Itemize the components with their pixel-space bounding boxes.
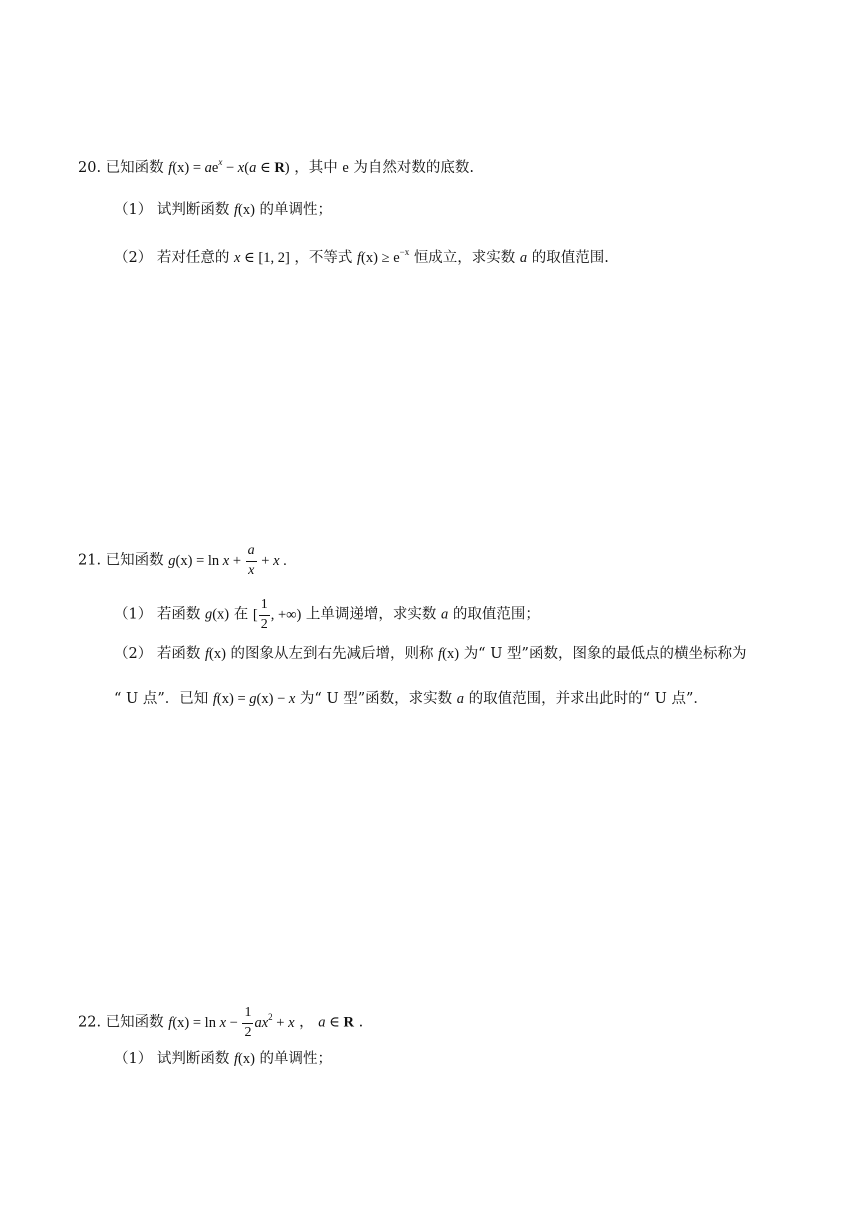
q22-stem-prefix: 已知函数 xyxy=(105,1014,164,1031)
q21-part1-label: （1） xyxy=(114,606,153,623)
q20-part2-mid2: 恒成立，求实数 xyxy=(413,250,516,266)
q20-part1-suffix: 的单调性； xyxy=(259,202,333,218)
q21-part2-line2-mid1: 为“ U 型”函数，求实数 xyxy=(299,691,453,707)
q21-part2-line2-suffix: 的取值范围，并求出此时的“ U 点”． xyxy=(468,691,708,707)
q21-part2-line2-prefix: “ U 点”．已知 xyxy=(114,691,209,707)
q20-function-def: $f(x) = ae^x - x(a$ ∈ R) xyxy=(168,157,290,176)
q21-part1 xyxy=(114,598,540,632)
q20-part1-prefix: 试判断函数 xyxy=(156,202,230,218)
q20-part1 xyxy=(114,203,332,218)
q21-number: 21. xyxy=(78,552,102,569)
q20-stem-mid: ，其中 xyxy=(294,160,338,176)
q20-stem xyxy=(78,158,474,176)
q21-stem xyxy=(78,544,287,578)
q20-stem-prefix: 已知函数 xyxy=(105,160,164,176)
q20-part2-inequality: $f(x) \ge e^{-x}$ xyxy=(357,247,410,266)
q21-part2-label: （2） xyxy=(114,646,153,662)
q21-fraction-one-half: $\frac{1}{2}$ xyxy=(260,597,268,632)
q21-part2-line2 xyxy=(114,692,708,707)
q20-number: 20. xyxy=(78,160,102,176)
q21-part2-fx2: f(x) xyxy=(438,646,460,662)
q20-part2-suffix: 的取值范围. xyxy=(531,250,609,266)
q22-part1-label: （1） xyxy=(114,1051,153,1067)
q22-function-def: f(x) = ln x − $\frac{1}{2}$ $ax^2 + x$ xyxy=(168,1005,295,1040)
q21-part2-a: a xyxy=(456,691,465,707)
q21-part2-mid1: 的图象从左到右先减后增，则称 xyxy=(230,646,434,662)
q21-part1-prefix: 若函数 xyxy=(156,606,201,623)
q22-part1-prefix: 试判断函数 xyxy=(156,1051,230,1067)
q21-part1-mid2: 上单调递增，求实数 xyxy=(305,606,437,623)
q21-part2 xyxy=(114,647,746,662)
q21-stem-prefix: 已知函数 xyxy=(105,552,164,569)
q22-number: 22. xyxy=(78,1014,102,1031)
q20-part2 xyxy=(114,248,609,266)
q20-part2-label: （2） xyxy=(114,250,153,266)
q21-part2-definition: f(x) = g(x) − x xyxy=(212,691,296,707)
q20-part2-mid1: ，不等式 xyxy=(294,250,353,266)
q21-part2-fx: f(x) xyxy=(204,646,226,662)
q22-domain: a ∈ R xyxy=(318,1014,354,1031)
q21-part1-interval: [ $\frac{1}{2}$ , +∞) xyxy=(252,597,302,632)
q20-part2-prefix: 若对任意的 xyxy=(156,250,230,266)
q21-part2-mid2: 为“ U 型”函数，图象的最低点的横坐标称为 xyxy=(463,646,747,662)
q21-function-def: g(x) = ln x + $\frac{a}{x}$ + x . xyxy=(168,543,287,578)
q21-fraction-a-over-x: $\frac{a}{x}$ xyxy=(247,543,255,578)
q22-stem-suffix: . xyxy=(358,1014,364,1031)
q20-part2-a: a xyxy=(519,250,528,266)
q21-part1-gx: g(x) xyxy=(204,606,230,623)
q21-part1-mid1: 在 xyxy=(233,606,249,623)
q22-stem-mid: ， xyxy=(299,1014,314,1031)
q21-part2-prefix: 若函数 xyxy=(156,646,201,662)
q21-part1-suffix: 的取值范围； xyxy=(452,606,540,623)
q21-part1-a: a xyxy=(441,606,449,623)
q22-part1-fx: f(x) xyxy=(233,1051,255,1067)
q20-e-symbol: e xyxy=(342,160,349,176)
q20-part2-interval: x ∈ [1, 2] xyxy=(233,250,290,266)
q22-stem xyxy=(78,1006,363,1040)
q20-part1-fx: f(x) xyxy=(233,202,255,218)
q22-part1-suffix: 的单调性； xyxy=(259,1051,333,1067)
q20-part1-label: （1） xyxy=(114,202,153,218)
q20-stem-suffix: 为自然对数的底数. xyxy=(353,160,475,176)
q22-fraction-one-half: $\frac{1}{2}$ xyxy=(244,1005,252,1040)
q22-part1 xyxy=(114,1052,332,1067)
